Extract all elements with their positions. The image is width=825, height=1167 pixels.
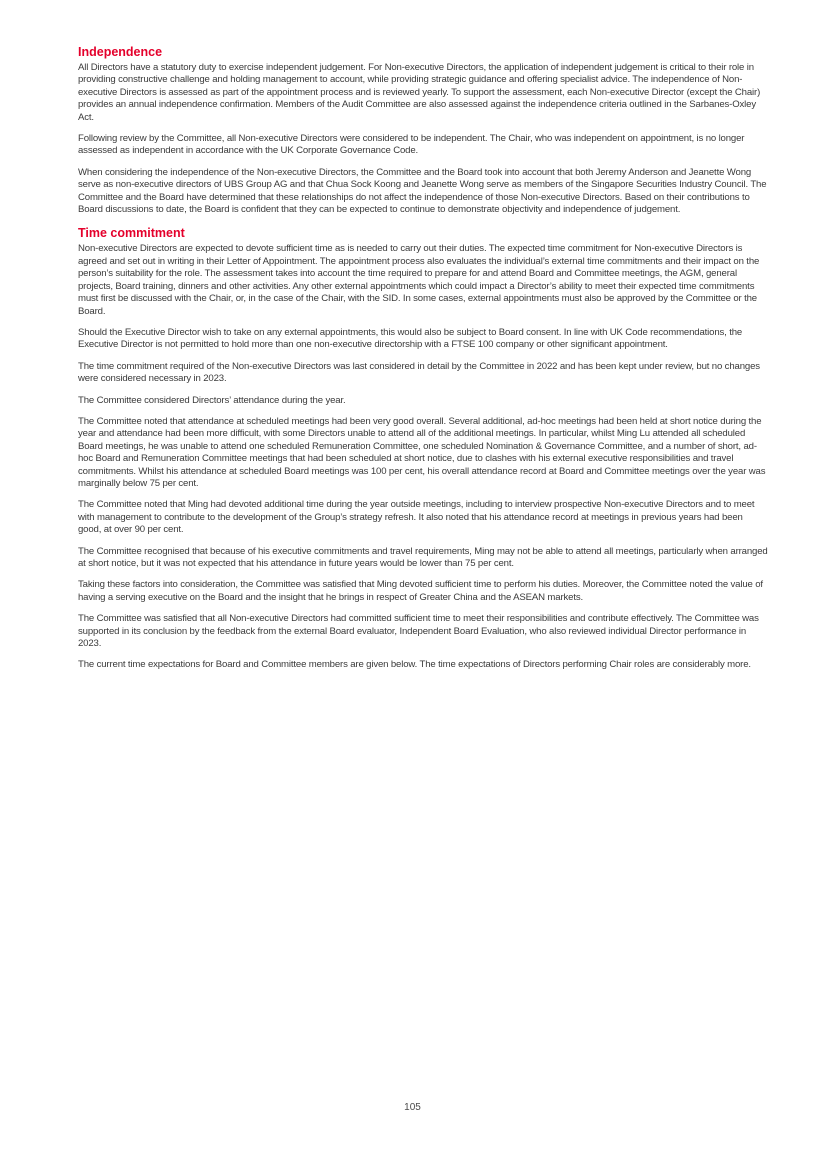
paragraph: When considering the independence of the Non-executive Directors, the Committee and the Board took into account that both Jeremy Anderson and Jeanette Wong serve as non-executive directors of UBS Group AG and that Chua Sock Koong and Jeanette Wong serve as members of the Singapore Securities Industry Council. The Committee and the Board have determined that these relationships do not affect the independence of those Non-executive Directors. Based on their contributions to Board discussions to date, the Board is confident that they can be expected to continue to demonstrate objectivity and independence of judgement.: [78, 166, 767, 216]
paragraph: Non-executive Directors are expected to devote sufficient time as is needed to carry out their duties. The expected time commitment for Non-executive Directors is agreed and set out in writing in their Letter of Appointment. The appointment process also evaluates the individual’s external time commitments and their impact on the person’s suitability for the role. The assessment takes into account the time required to prepare for and attend Board and Committee meetings, the AGM, general projects, Board training, dinners and other activities. Any other external appointments which could impact a Director’s ability to meet their expected time commitments must first be discussed with the Chair, or, in the case of the Chair, with the SID. In some cases, external appointments must also be approved by the Committee or the Board.: [78, 243, 760, 317]
page-number: 105: [404, 1102, 421, 1113]
page-content: [78, 44, 768, 681]
paragraph: The Committee recognised that because of his executive commitments and travel requirements, Ming may not be able to attend all meetings, particularly when arranged at short notice, but it was not expected that his attendance in future years would be lower than 75 per cent.: [78, 545, 768, 569]
paragraph: Should the Executive Director wish to take on any external appointments, this would also be subject to Board consent. In line with UK Code recommendations, the Executive Director is not permitted to hold more than one non-executive directorship with a FTSE 100 company or other significant appointment.: [78, 326, 743, 351]
paragraph: The current time expectations for Board and Committee members are given below. The time expectations of Directors performing Chair roles are considerably more.: [78, 659, 751, 671]
paragraph: All Directors have a statutory duty to exercise independent judgement. For Non-executive Directors, the application of independent judgement is critical to their role in providing constructive challenge and holding management to account, while providing strategic guidance and offering specialist advice. The independence of Non-executive Directors is assessed as part of the appointment process and is reviewed yearly. To support the assessment, each Non-executive Director (except the Chair) provides an annual independence confirmation. Members of the Audit Committee are also assessed against the independence criteria outlined in the Sarbanes-Oxley Act.: [78, 62, 761, 123]
paragraph: The time commitment required of the Non-executive Directors was last considered in detail by the Committee in 2022 and has been kept under review, but no changes were considered necessary in 2023.: [78, 360, 760, 385]
time-commitment-section: [78, 225, 768, 671]
paragraph: Taking these factors into consideration, the Committee was satisfied that Ming devoted sufficient time to perform his duties. Moreover, the Committee noted the value of having a serving executive on the Board and the insight that he brings in respect of Greater China and the ASEAN markets.: [78, 579, 763, 603]
section-heading-independence: Independence: [78, 45, 163, 59]
paragraph: The Committee noted that attendance at scheduled meetings had been very good overall. Several additional, ad-hoc meetings had been held at short notice during the year and attendance had been more difficult, with some Directors unable to attend all of the additional meetings. In particular, whilst Ming Lu attended all scheduled Board meetings, he was unable to attend one scheduled Remuneration Committee, one scheduled Nomination & Governance Committee, and a number of short, ad-hoc Board and Remuneration Committee meetings that had been scheduled at short notice, due to clashes with his external executive responsibilities and travel commitments. Whilst his attendance at scheduled Board meetings was 100 per cent, his overall attendance record at Board and Committee meetings over the year was marginally below 75 per cent.: [78, 415, 766, 489]
independence-section: [78, 44, 768, 216]
paragraph: Following review by the Committee, all Non-executive Directors were considered to be independent. The Chair, who was independent on appointment, is no longer assessed as independent in accordance with the UK Corporate Governance Code.: [78, 133, 745, 157]
section-heading-time-commitment: Time commitment: [78, 226, 185, 241]
paragraph: The Committee was satisfied that all Non-executive Directors had committed sufficient time to meet their responsibilities and contribute effectively. The Committee was supported in its conclusion by the feedback from the external Board evaluator, Independent Board Evaluation, who also reviewed individual Director performance in 2023.: [78, 613, 759, 650]
paragraph: The Committee considered Directors’ attendance during the year.: [78, 394, 346, 406]
paragraph: The Committee noted that Ming had devoted additional time during the year outside meetings, including to interview prospective Non-executive Directors and to meet with management to contribute to the development of the Group’s strategy refresh. It also noted that his attendance record at meetings in previous years had been good, at over 90 per cent.: [78, 499, 755, 536]
